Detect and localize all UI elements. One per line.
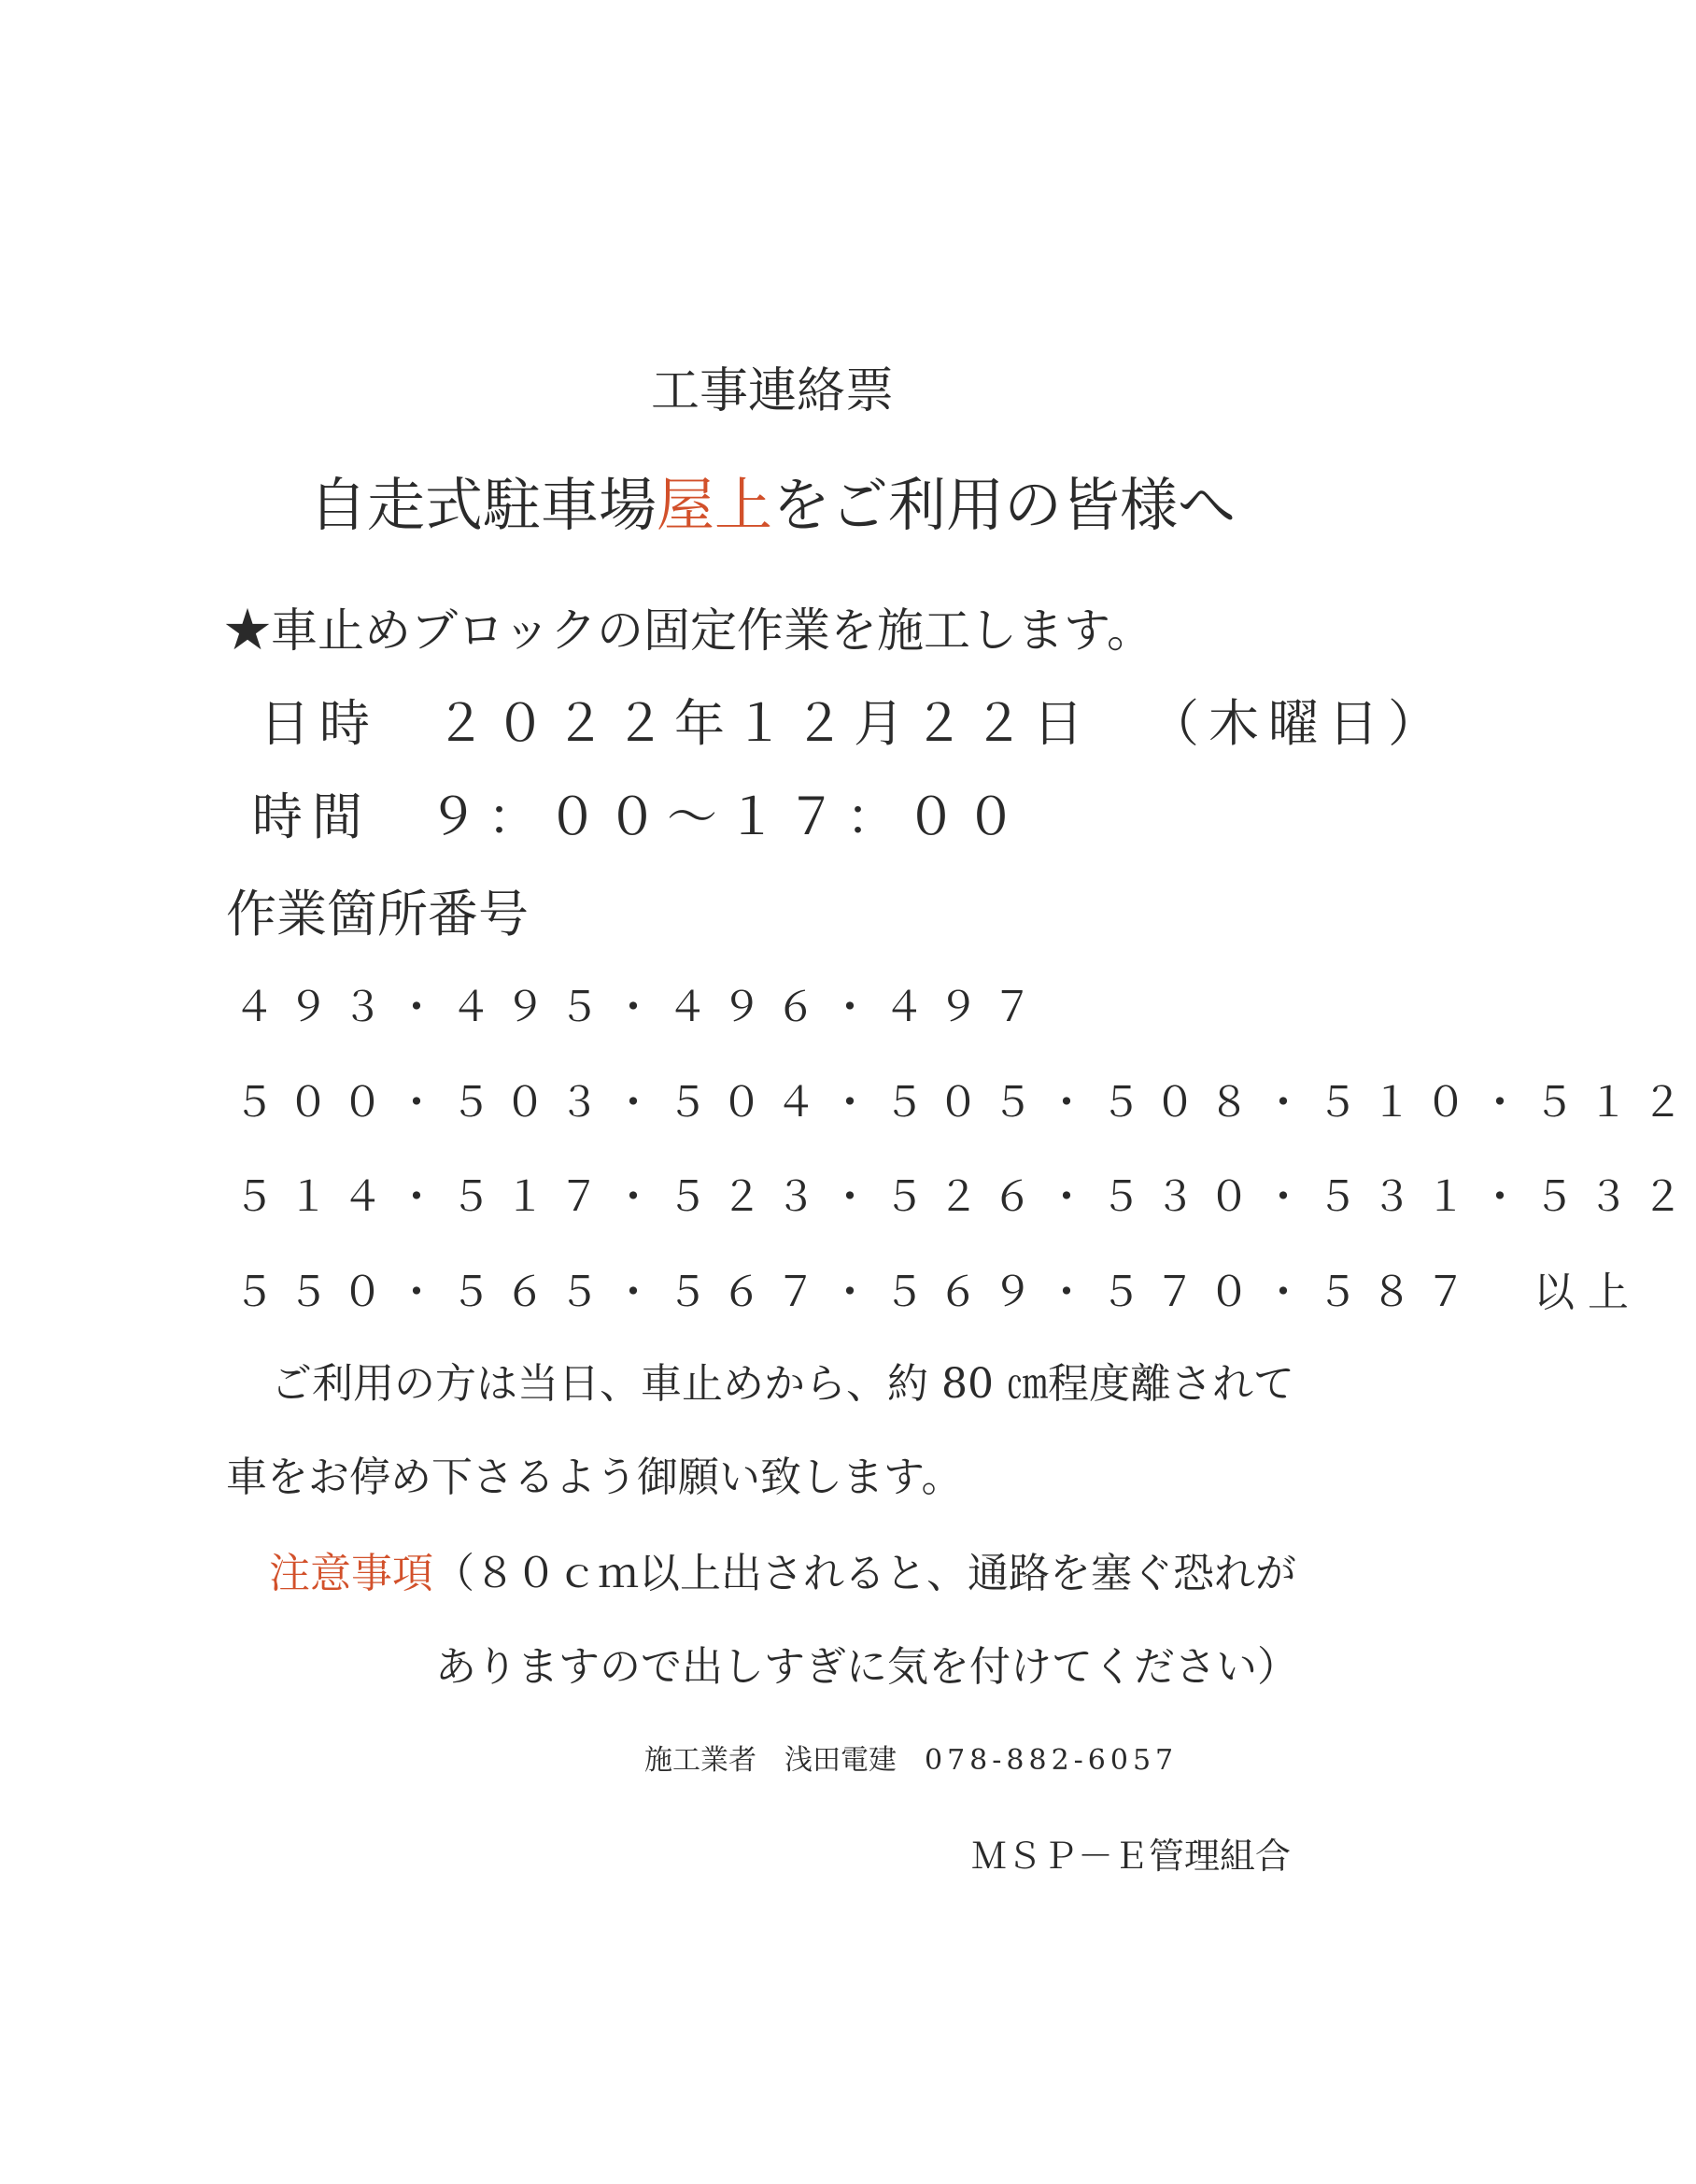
date-weekday: （木曜日） bbox=[1149, 694, 1448, 753]
location-label: 作業箇所番号 bbox=[226, 885, 529, 943]
caution-line-2: ありますので出しすぎに気を付けてください） bbox=[435, 1643, 1298, 1691]
time-value: ９：００～１７：００ bbox=[428, 787, 1025, 846]
location-numbers-line-1: ４９３・４９５・４９６・４９７ bbox=[233, 984, 1046, 1031]
work-announcement: ★車止めブロックの固定作業を施工します。 bbox=[224, 603, 1153, 658]
location-numbers-line-4: ５５０・５６５・５６７・５６９・５７０・５８７ 以上 bbox=[233, 1269, 1642, 1316]
heading-highlight-rooftop: 屋上 bbox=[656, 471, 772, 539]
request-line-2: 車をお停め下さるよう御願い致します。 bbox=[226, 1454, 963, 1501]
heading-text-post: をご利用の皆様へ bbox=[772, 471, 1237, 539]
date-label: 日時 bbox=[260, 694, 379, 753]
caution-text-1: （８０ｃｍ以上出されると、通路を塞ぐ恐れが bbox=[433, 1550, 1296, 1597]
date-row bbox=[260, 694, 1448, 753]
contractor-label: 施工業者 bbox=[644, 1744, 756, 1777]
caution-label: 注意事項 bbox=[269, 1550, 433, 1597]
date-value: ２０２２年１２月２２日 bbox=[435, 694, 1093, 753]
notice-heading bbox=[0, 471, 1545, 539]
location-numbers-line-3: ５１４・５１７・５２３・５２６・５３０・５３１・５３２ bbox=[233, 1173, 1696, 1221]
request-line-1: ご利用の方は当日、車止めから、約 80 ㎝程度離されて bbox=[271, 1360, 1294, 1408]
time-row bbox=[252, 787, 1025, 846]
document-title: 工事連絡票 bbox=[650, 363, 894, 419]
contractor-company: 浅田電建 bbox=[784, 1744, 897, 1777]
heading-text-pre: 自走式駐車場 bbox=[308, 471, 657, 539]
contractor-phone: 078-882-6057 bbox=[925, 1744, 1179, 1777]
time-label: 時間 bbox=[252, 787, 372, 846]
caution-line-1 bbox=[269, 1550, 1296, 1597]
contractor-info bbox=[644, 1744, 1179, 1777]
management-association: ＭＳＰ－Ｅ管理組合 bbox=[971, 1836, 1292, 1877]
location-numbers-line-2: ５００・５０３・５０４・５０５・５０８・５１０・５１２ bbox=[233, 1079, 1696, 1127]
